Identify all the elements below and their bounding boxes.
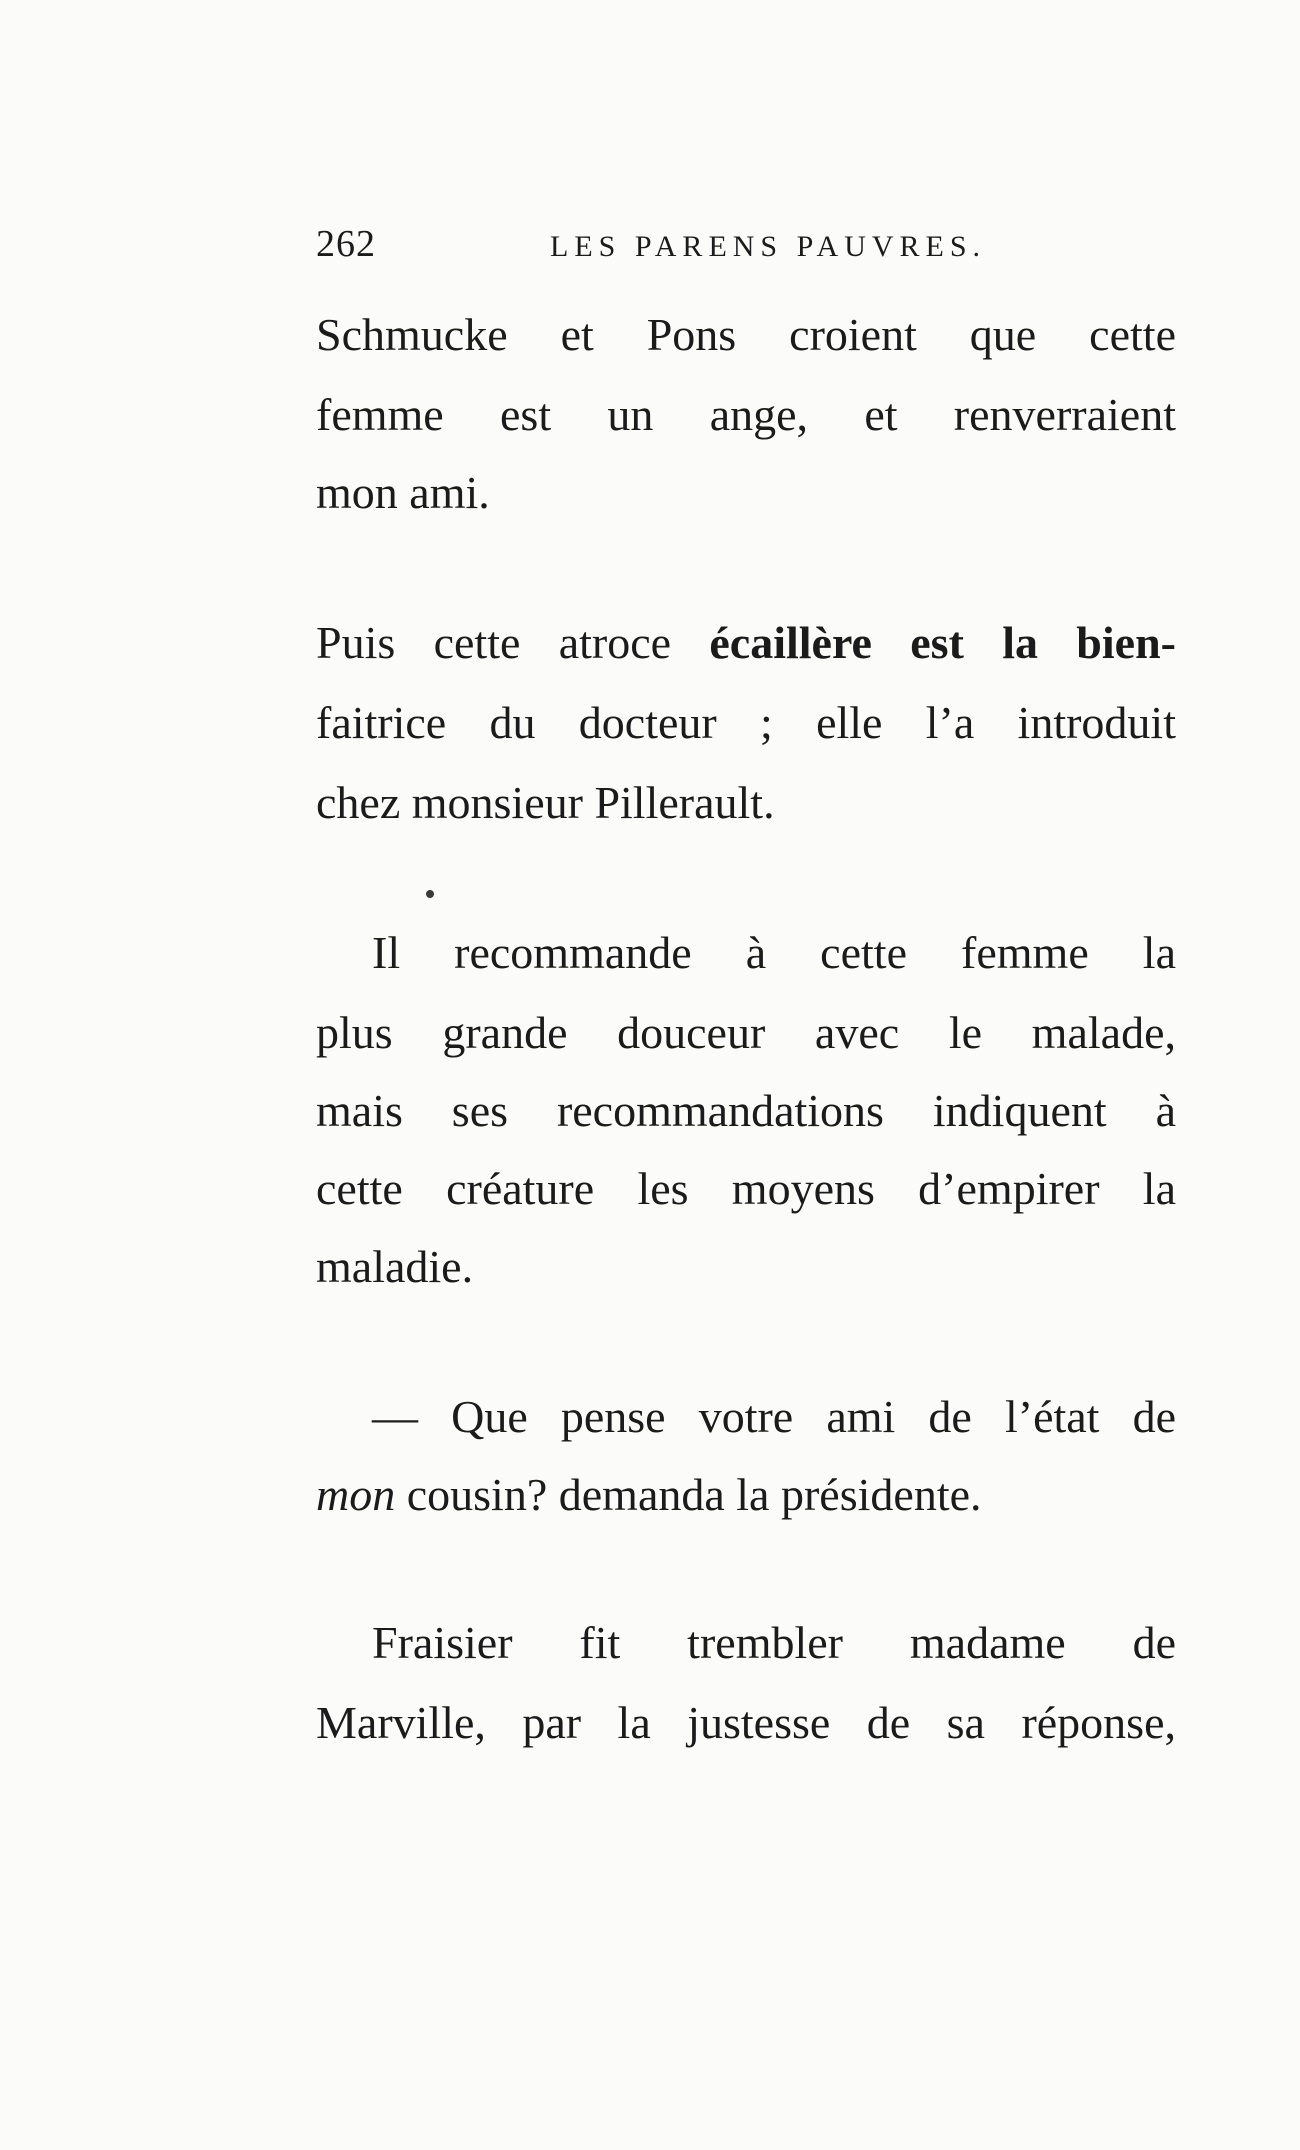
running-head [316, 222, 1176, 272]
text-segment-bold: écaillère est la bien- [709, 617, 1176, 668]
text-line: — Que pense votre ami de l’état de [372, 1391, 1176, 1442]
text-line: chez monsieur Pillerault. [316, 777, 775, 828]
text-line: plus grande douceur avec le malade, [316, 1007, 1176, 1058]
text-segment: cousin? demanda la présidente. [395, 1469, 982, 1520]
text-line [316, 617, 1176, 668]
text-line: Marville, par la justesse de sa réponse, [316, 1697, 1176, 1748]
ink-speck [426, 890, 434, 898]
text-line: Fraisier fit trembler madame de [372, 1617, 1176, 1668]
text-line: mais ses recommandations indiquent à [316, 1085, 1176, 1136]
text-line: mon ami. [316, 467, 490, 518]
text-segment-italic: mon [316, 1469, 396, 1520]
running-title: LES PARENS PAUVRES. [550, 230, 987, 263]
text-line: cette créature les moyens d’empirer la [316, 1163, 1176, 1214]
text-line: maladie. [316, 1241, 474, 1292]
page-number: 262 [316, 223, 376, 265]
text-line: femme est un ange, et renverraient [316, 389, 1176, 440]
text-line: Schmucke et Pons croient que cette [316, 309, 1176, 360]
text-segment: Puis cette atroce [316, 617, 710, 668]
text-line [316, 1469, 982, 1520]
text-line: faitrice du docteur ; elle l’a introduit [316, 697, 1176, 748]
text-line: Il recommande à cette femme la [372, 927, 1176, 978]
